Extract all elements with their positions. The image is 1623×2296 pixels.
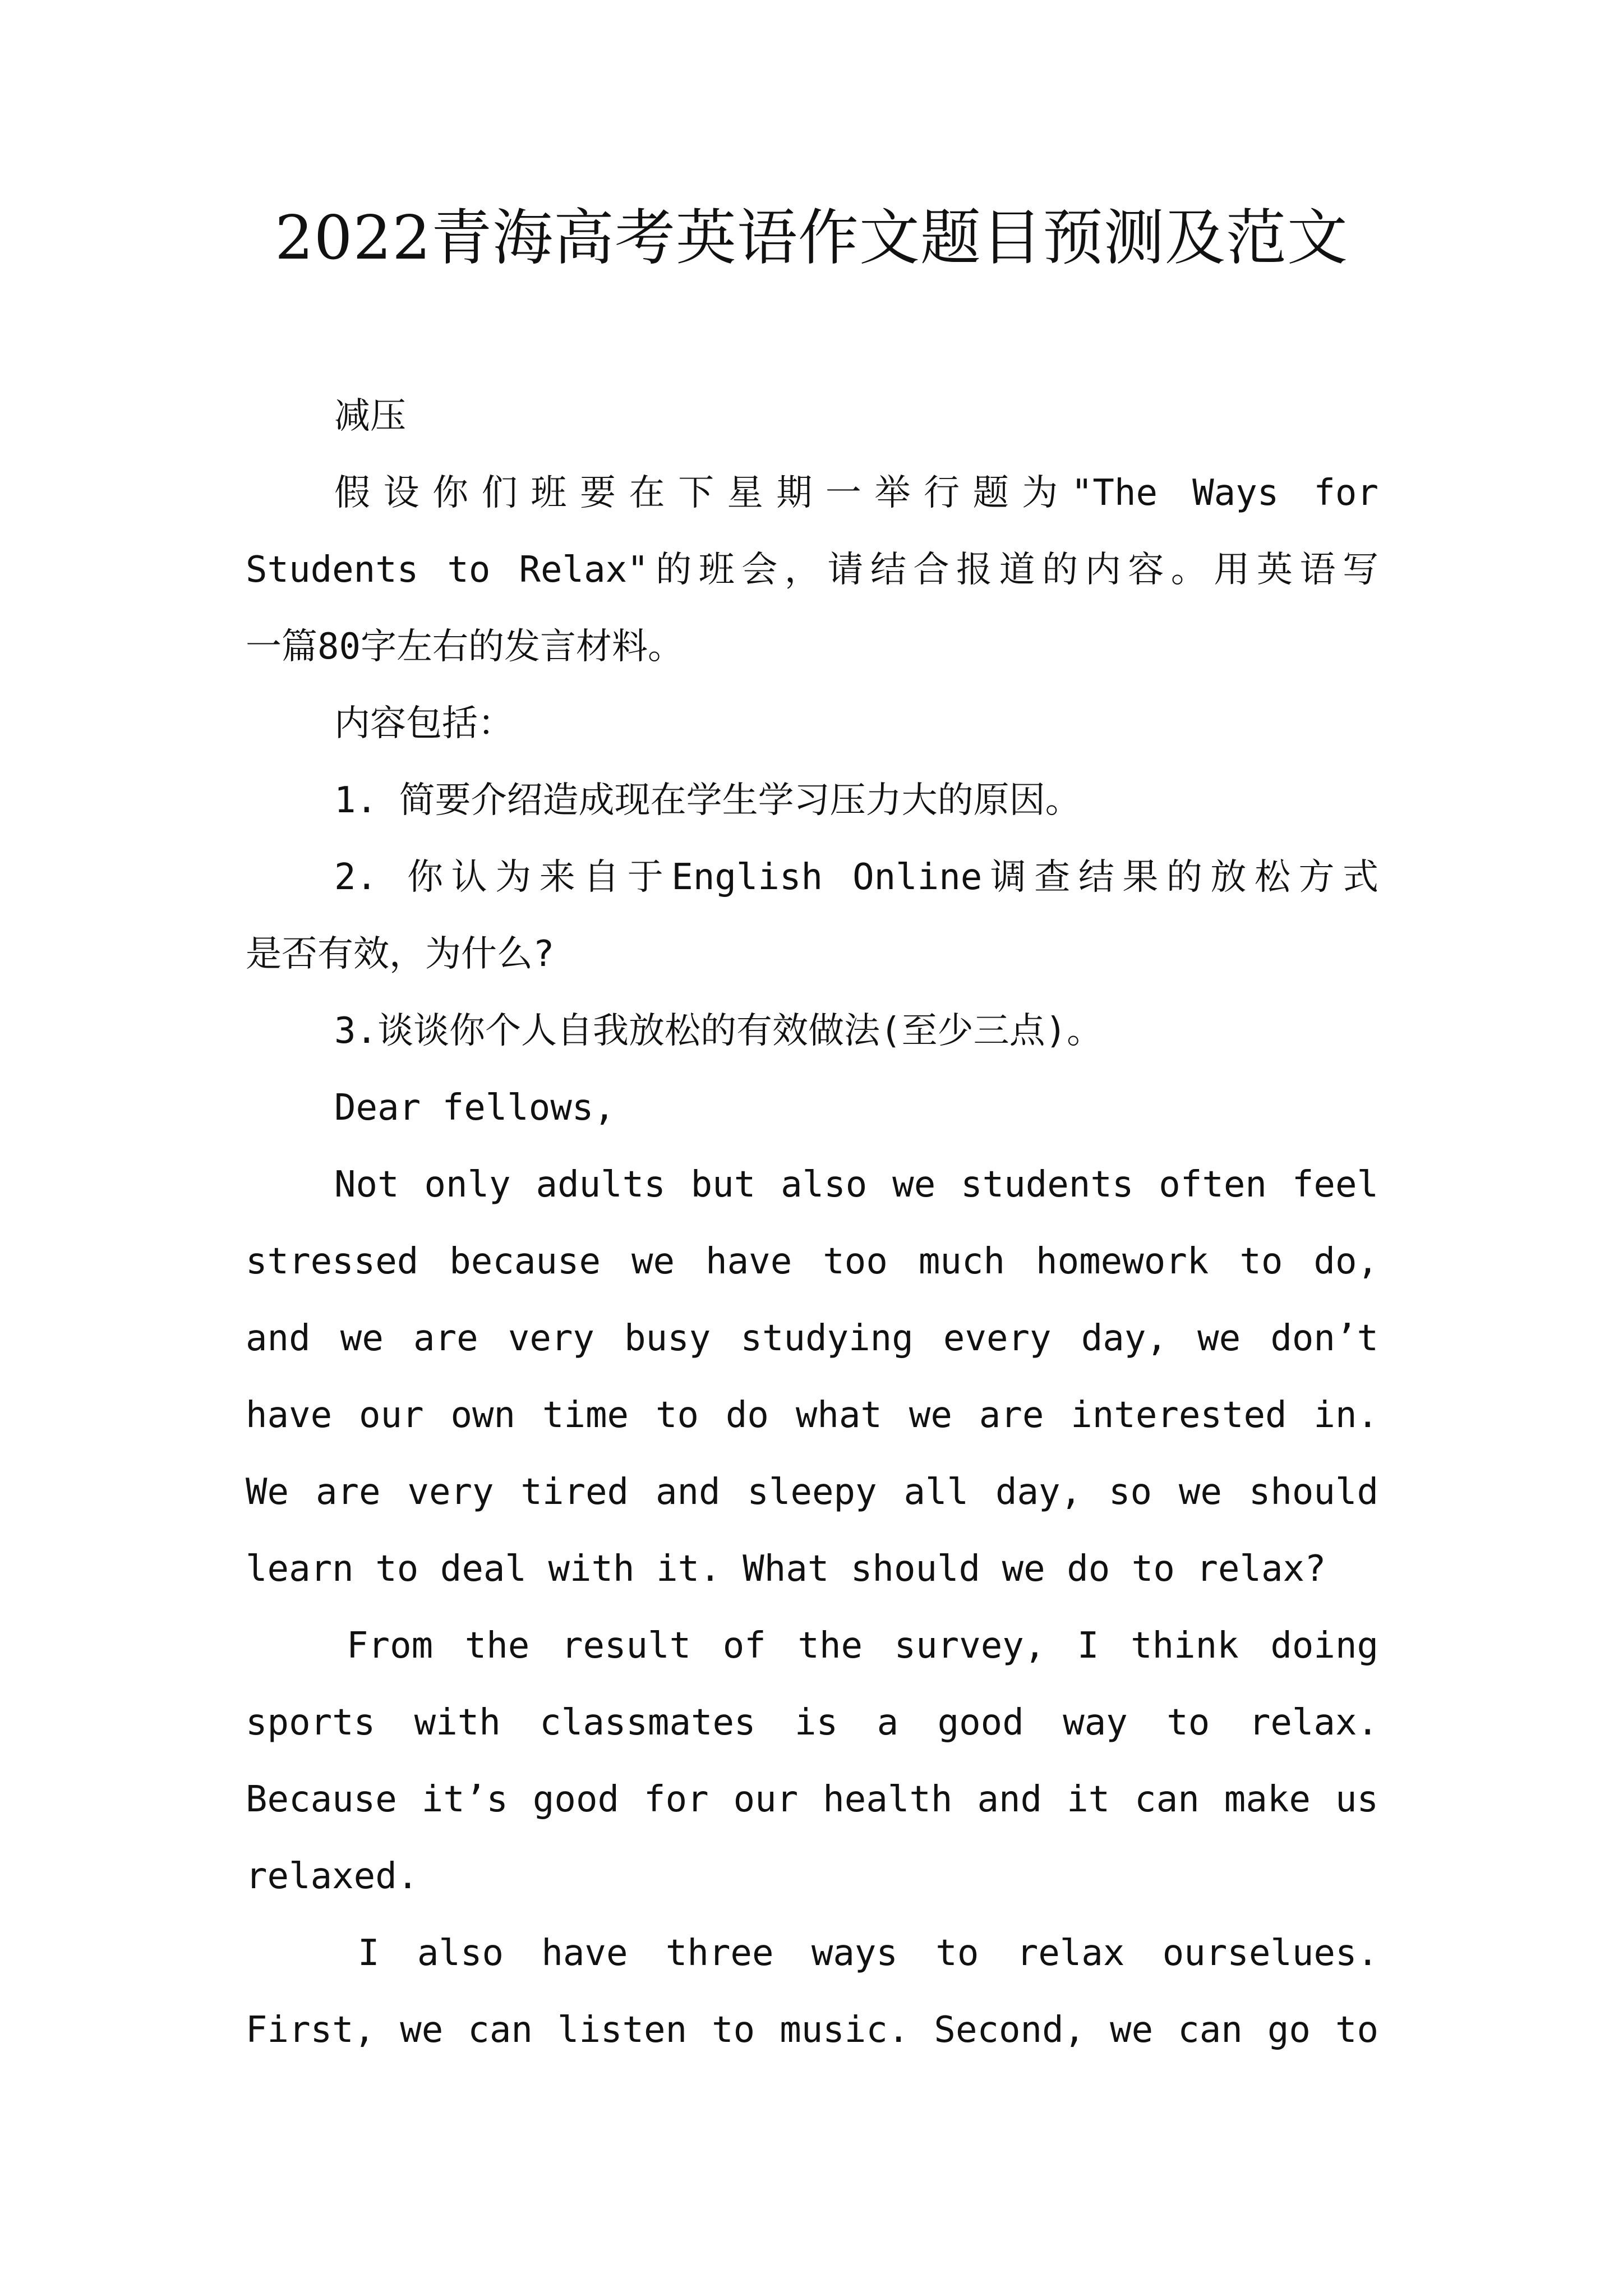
document-title: 2022青海高考英语作文题目预测及范文: [275, 203, 1348, 273]
requirement-item: 2. 你认为来自于English Online调查结果的放松方式: [334, 857, 1378, 898]
requirement-item: 3.谈谈你个人自我放松的有效做法(至少三点)。: [334, 1010, 1103, 1052]
essay-paragraph-line: Not only adults but also we students often feel: [334, 1164, 1378, 1205]
essay-paragraph-line: relaxed.: [246, 1856, 419, 1897]
essay-paragraph-line: sports with classmates is a good way to relax.: [246, 1702, 1378, 1743]
essay-salutation: Dear fellows,: [334, 1087, 615, 1129]
essay-paragraph-line: stressed because we have too much homework to do,: [246, 1241, 1378, 1282]
requirement-item: 1. 简要介绍造成现在学生学习压力大的原因。: [334, 780, 1081, 821]
prompt-line: Students to Relax"的班会，请结合报道的内容。用英语写: [246, 549, 1378, 591]
essay-paragraph-line: and we are very busy studying every day, we don’t: [246, 1318, 1378, 1359]
document-body: [246, 378, 1378, 2069]
essay-paragraph-line: First, we can listen to music. Second, we can go to: [246, 2009, 1378, 2051]
essay-paragraph-line: I also have three ways to relax ourselues.: [358, 1932, 1378, 1974]
essay-paragraph-line: From the result of the survey, I think doing: [347, 1625, 1378, 1667]
essay-paragraph-line: Because it’s good for our health and it can make us: [246, 1779, 1378, 1820]
section-heading: 减压: [334, 395, 406, 437]
prompt-line: 假设你们班要在下星期一举行题为"The Ways for: [334, 472, 1378, 514]
essay-paragraph-line: have our own time to do what we are interested in.: [246, 1395, 1378, 1436]
essay-paragraph-line: We are very tired and sleepy all day, so we should: [246, 1471, 1378, 1513]
essay-paragraph-line: learn to deal with it. What should we do to relax?: [246, 1548, 1326, 1590]
requirement-item-continuation: 是否有效，为什么?: [246, 933, 555, 975]
content-label: 内容包括：: [334, 703, 514, 744]
prompt-line: 一篇80字左右的发言材料。: [246, 626, 684, 668]
